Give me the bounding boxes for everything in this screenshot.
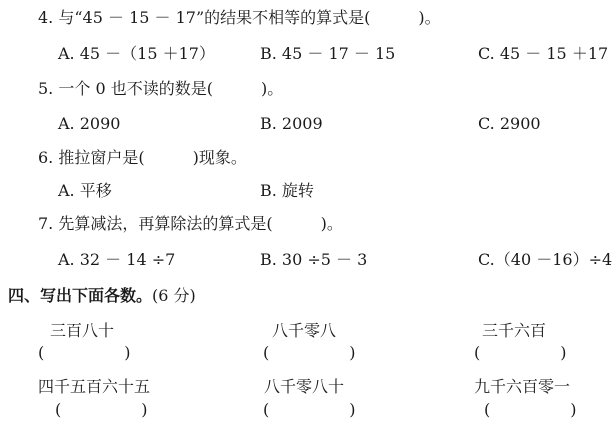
question-5-stem: 5. 一个 0 也不读的数是( )。 xyxy=(38,79,284,98)
question-4-option-b: B. 45 － 17 － 15 xyxy=(260,44,396,63)
answer-blank-1[interactable]: ( ) xyxy=(38,343,131,362)
number-word-2: 八千零八 xyxy=(272,321,337,340)
number-word-1: 三百八十 xyxy=(50,321,115,340)
question-5-option-b: B. 2009 xyxy=(260,114,323,133)
section-4-heading xyxy=(8,286,196,306)
answer-blank-4[interactable]: ( ) xyxy=(55,400,148,419)
question-5-option-a: A. 2090 xyxy=(58,114,121,133)
number-word-4: 四千五百六十五 xyxy=(38,377,151,396)
number-word-5: 八千零八十 xyxy=(264,377,345,396)
question-6-option-a: A. 平移 xyxy=(58,181,112,200)
section-4-title: 四、写出下面各数。 xyxy=(8,286,153,305)
question-6-stem: 6. 推拉窗户是( )现象。 xyxy=(38,148,247,167)
number-word-3: 三千六百 xyxy=(482,321,547,340)
answer-blank-5[interactable]: ( ) xyxy=(263,400,356,419)
number-word-6: 九千六百零一 xyxy=(474,377,571,396)
question-4-option-a: A. 45 －（15 ＋17） xyxy=(58,44,215,63)
question-7-option-b: B. 30 ÷5 － 3 xyxy=(260,250,368,269)
question-7-option-c: C.（40 －16）÷4 xyxy=(478,250,613,269)
question-5-option-c: C. 2900 xyxy=(478,114,541,133)
section-4-score: (6 分) xyxy=(152,286,196,305)
answer-blank-3[interactable]: ( ) xyxy=(474,343,567,362)
question-4-stem: 4. 与“45 － 15 － 17”的结果不相等的算式是( )。 xyxy=(38,8,441,27)
question-4-option-c: C. 45 － 15 ＋17 xyxy=(478,44,609,63)
answer-blank-2[interactable]: ( ) xyxy=(263,343,356,362)
question-7-option-a: A. 32 － 14 ÷7 xyxy=(58,250,176,269)
question-7-stem: 7. 先算减法，再算除法的算式是( )。 xyxy=(38,214,343,233)
answer-blank-6[interactable]: ( ) xyxy=(484,400,577,419)
question-6-option-b: B. 旋转 xyxy=(260,181,314,200)
